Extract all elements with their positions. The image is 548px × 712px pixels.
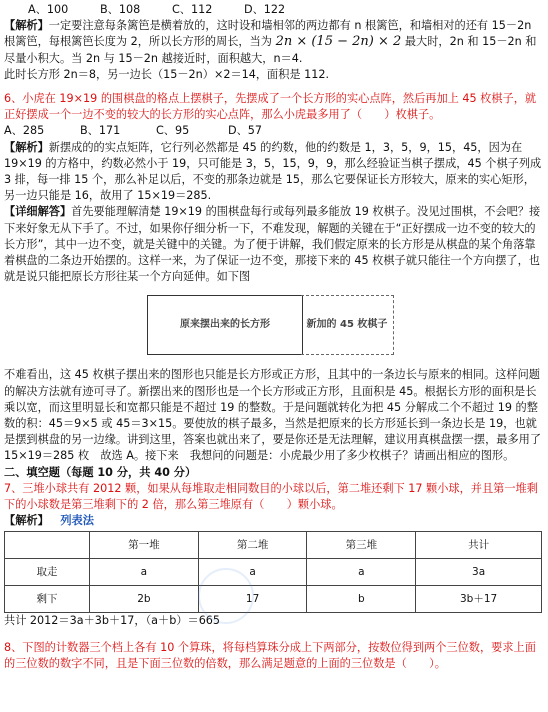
- table-cell: 3a: [416, 559, 542, 586]
- option: B、171: [80, 124, 121, 138]
- figure-added-pieces: 新加的 45 枚棋子: [301, 295, 394, 355]
- q6-options: [4, 123, 544, 139]
- q5-options: [4, 2, 544, 18]
- table-row: [5, 586, 542, 613]
- option: D、122: [244, 3, 286, 16]
- q6-detail: [4, 204, 544, 285]
- option: A、285: [4, 124, 45, 138]
- table-cell: 2b: [90, 586, 199, 613]
- q8-question: 8、下图的计数器三个档上各有 10 个算珠，将每档算珠分成上下两部分，按数位得到两个三位数，要求上面的三位数的数字不同，且是下面三位数的倍数，那么满足题意的上面的三位数是（ ）。: [4, 640, 536, 670]
- table-header-row: [5, 532, 542, 559]
- table-row: [5, 559, 542, 586]
- method-label: 列表法: [60, 514, 94, 528]
- watermark-logo: [198, 568, 254, 624]
- q7-question: 7、三堆小球共有 2012 颗，如果从每堆取走相同数目的小球以后，第二堆还剩下 17 颗小球，并且第一堆剩下的小球数是第三堆剩下的 2 倍，那么第三堆原有（ ）颗小球。: [4, 481, 538, 512]
- table-cell: a: [198, 559, 307, 586]
- table-header-cell: 第三堆: [307, 532, 416, 559]
- document-page: [4, 2, 544, 672]
- detail-text: 首先要能理解清楚 19×19 的围棋盘每行或每列最多能放 19 枚棋子。没见过围棋，不会吧？接下来好象无从下手了。不过，如果你仔细分析一下，不难发现，解题的关键在于“正好摆成一边不变的较大的长方形”，其中一边不变，就是关键中的关键。为了便于讲解，我们假定原来的长方形是从棋盘的某个角落靠着棋盘的二条边开始摆的。这样一来，为了保证一边不变，那接下来的 45 枚棋子就只能往一个方向摆了，也就是说只能把原长方形往某一个方向延伸。如下图: [4, 205, 541, 284]
- table-cell: a: [307, 559, 416, 586]
- table-header-cell: [5, 532, 90, 559]
- q7-analysis-head: [4, 513, 544, 529]
- option: D、57: [228, 124, 263, 138]
- table-header-cell: 第二堆: [198, 532, 307, 559]
- analysis-tag: 【解析】: [4, 514, 49, 528]
- q6-question: 6、小虎在 19×19 的围棋盘的格点上摆棋子，先摆成了一个长方形的实心点阵，然后再加上 45 枚棋子，就正好摆成一个一边不变的较大的长方形的实心点阵，那么小虎最多用了（ ）枚棋子。: [4, 92, 537, 122]
- option: B、108: [100, 3, 141, 16]
- q5-analysis: [4, 18, 544, 67]
- analysis-text: 新摆成的的实点矩阵，它行列必然都是 45 的约数，他的约数是 1，3，5，9，15，45，因为在 19×19 的方格中，约数必然小于 19，只可能是 3，5，15，9，9，那么经验证当棋子摆成，45 个棋子列成 3 排，每一排 15 个，那么补足以后，不变的那条边就是 15，那么它要保证长方形较大，原来的实心矩形，另一边只能是 16，故用了 15×19＝285.: [4, 140, 542, 203]
- analysis-tag: 【解析】: [4, 19, 49, 33]
- table-cell: 3b＋17: [416, 586, 542, 613]
- q7-table: [4, 531, 542, 613]
- table-cell: b: [307, 586, 416, 613]
- table-cell: a: [90, 559, 199, 586]
- analysis-text: 一定要注意每条篱笆是横着放的，这时设和墙相邻的两边都有 n 根篱笆，和墙相对的还有 15－2n 根篱笆，每根篱笆长度为 2，所以长方形的周长，当为: [4, 19, 532, 49]
- table-header-cell: 共计: [416, 532, 542, 559]
- figure-original-rectangle: 原来摆出来的长方形: [147, 295, 303, 355]
- analysis-tag: 【解析】: [4, 140, 49, 154]
- q7-total: 共计 2012＝3a＋3b＋17，（a＋b）＝665: [4, 614, 221, 628]
- formula: 2n × (15 − 2n) × 2: [275, 34, 402, 50]
- detail-tag: 【详细解答】: [4, 205, 72, 219]
- section-title: 二、填空题（每题 10 分，共 40 分）: [4, 465, 197, 479]
- option: C、95: [156, 124, 190, 138]
- analysis-text: 最大时，2n 和 15－2n 和尽量小积大。当 2n 与 15－2n 越接近时，面积越大，n＝4.: [4, 35, 537, 65]
- table-cell: 17: [198, 586, 307, 613]
- q6-analysis: [4, 140, 544, 205]
- table-header-cell: 第一堆: [90, 532, 199, 559]
- q6-discussion: 不难看出，这 45 枚棋子摆出来的图形也只能是长方形或正方形，且其中的一条边长与原来的相同。这样问题的解决方法就有迹可寻了。新摆出来的图形也是一个长方形或正方形，且面积是 45。根据长方形的面积是长乘以宽，而这里明显长和宽都只能是不超过 19 的整数。于是问题就转化为把 45 分解成二个不超过 19 的整数的积：45＝9×5 或 45＝3×15。要使放的棋子最多，当然是把原来的长方形延长到一条边长是 19，也就是摆到棋盘的另一边缘。讲到这里，答案也就出来了，要是你还是无法理解，建议用真棋盘摆一摆，最多用了 15×19＝285 枚 故选 A。接下来 我想问的问题是：小虎最少用了多少枚棋子？请画出相应的图形。: [4, 368, 542, 463]
- option: A、100: [28, 3, 69, 16]
- figure: [4, 291, 544, 361]
- option: C、112: [172, 3, 213, 16]
- table-cell: 剩下: [5, 586, 90, 613]
- q5-conclusion: 此时长方形 2n＝8，另一边长（15－2n）×2＝14，面积是 112.: [4, 67, 330, 81]
- table-cell: 取走: [5, 559, 90, 586]
